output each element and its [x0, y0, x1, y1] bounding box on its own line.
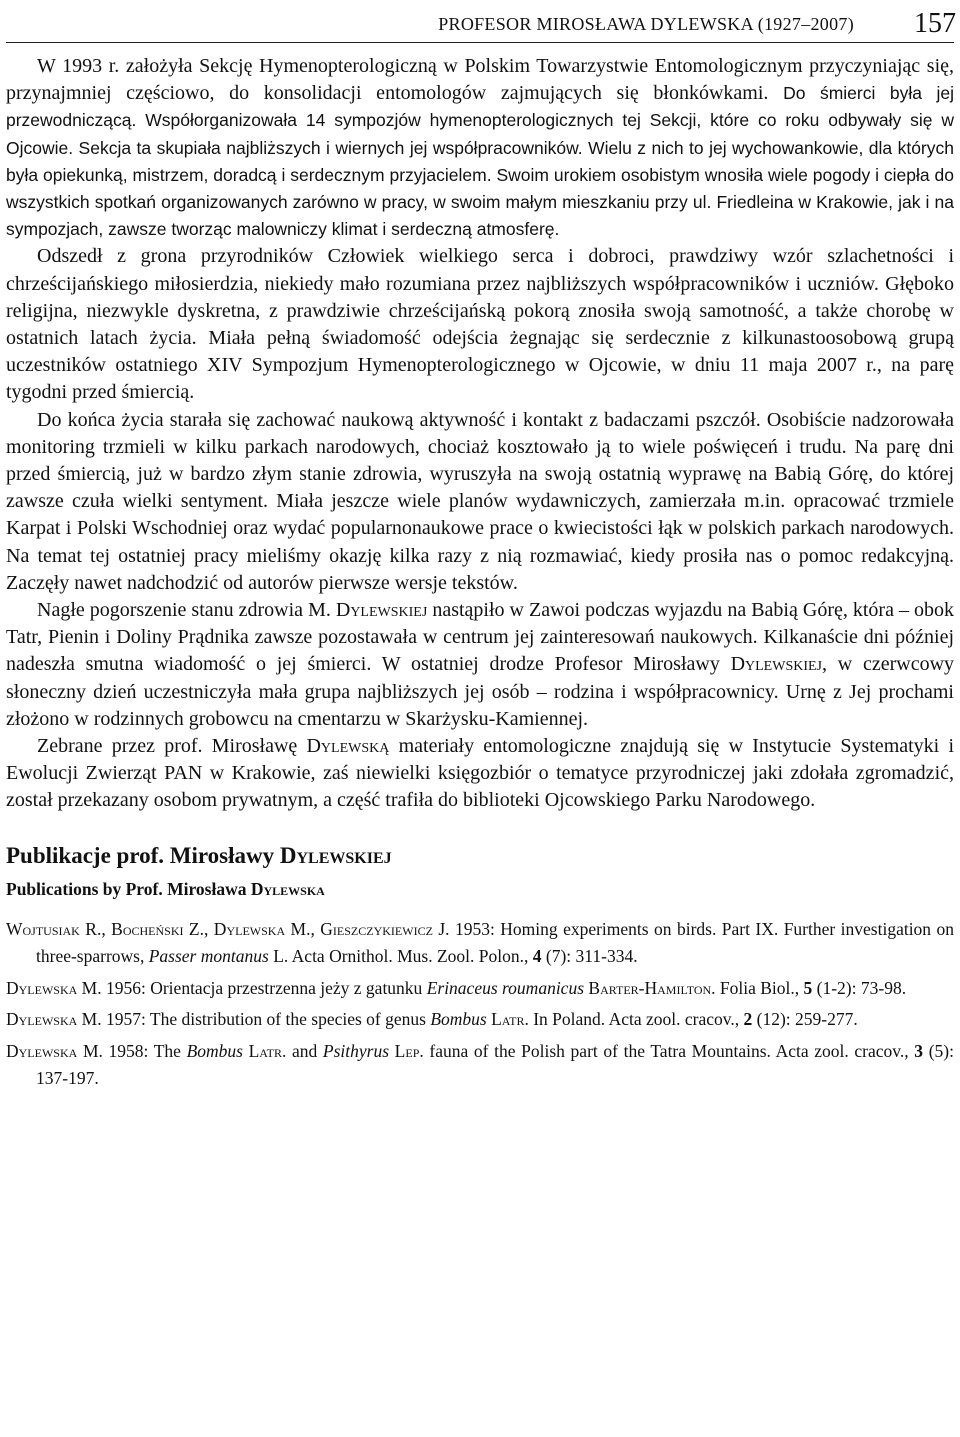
reference-text: 1953: Homing experiments on birds. Part IX. Further investigation on three-sparrows,: [36, 918, 954, 967]
page-number: 157: [914, 8, 956, 39]
reference-text: . and: [281, 1040, 323, 1061]
reference-authors: Dylewska M.: [6, 1040, 103, 1061]
publications-subheading-text: Publications by Prof. Mirosława: [6, 878, 251, 899]
reference-taxon: Erinaceus roumanicus: [426, 977, 585, 998]
surname-smallcaps: Dylewską: [306, 735, 390, 758]
reference-text: 1957: The distribution of the species of genus: [101, 1009, 431, 1030]
reference-taxon-author: Latr: [242, 1040, 282, 1061]
reference-pages: (1-2): 73-98.: [812, 977, 907, 998]
paragraph-1-serif-text: W 1993 r. założyła Sekcję Hymenopterologiczną w Polskim Towarzystwie Entomologicznym przyczyniając się, przynajmniej częściowo, do konsolidacji entomologów zajmujących się błonkówkami.: [6, 55, 954, 105]
reference-item: [6, 1006, 954, 1034]
paragraph-1: [6, 53, 954, 243]
reference-item: [6, 1038, 954, 1093]
reference-authors: Dylewska M.: [6, 977, 102, 998]
paragraph-2: Odszedł z grona przyrodników Człowiek wielkiego serca i dobroci, prawdziwy wzór szlachetności i chrześcijańskiego miłosierdzia, niekiedy mało rozumiana przez najbliższych współpracowników i uczniów. Głęboko religijna, niezwykle dyskretna, z prawdziwie chrześcijańską pokorą znosiła swoją samotność, a także chorobę w ostatnich latach życia. Miała pełną świadomość odejścia żegnając się serdecznie z kilkunastoosobową grupą uczestników ostatniego XIV Sympozjum Hymenopterologicznego w Ojcowie, w dniu 11 maja 2007 r., na parę tygodni przed śmiercią.: [6, 245, 954, 404]
reference-text: 1956: Orientacja przestrzenna jeży z gatunku: [101, 977, 427, 998]
reference-item: [6, 916, 954, 971]
reference-volume: 2: [743, 1009, 753, 1030]
reference-taxon-author: Lep: [389, 1040, 420, 1061]
reference-item: [6, 975, 954, 1003]
reference-taxon: Bombus: [430, 1009, 487, 1030]
reference-taxon: Psithyrus: [322, 1040, 390, 1061]
paragraph-4-text-c: , w czerwcowy słoneczny dzień uczestniczyła mała grupa najbliższych jej osób – rodzina i współpracownicy. Urnę z Jej prochami złożono w rodzinnych grobowcu na cmentarzu w Skarżysku-Kamiennej.: [6, 653, 955, 730]
paragraph-5: [6, 733, 954, 815]
reference-text: L. Acta Ornithol. Mus. Zool. Polon.,: [268, 946, 533, 967]
running-title: PROFESOR MIROSŁAWA DYLEWSKA (1927–2007): [438, 14, 854, 34]
paragraph-4-text-a: Nagłe pogorszenie stanu zdrowia M.: [37, 599, 336, 622]
reference-text: . fauna of the Polish part of the Tatra Mountains. Acta zool. cracov.,: [419, 1040, 915, 1061]
publications-heading-name: Dylewskiej: [279, 842, 392, 868]
publications-heading: [6, 842, 954, 870]
surname-smallcaps: Dylewskiej: [335, 599, 428, 622]
reference-authors: Wojtusiak R., Bocheński Z., Dylewska M., Gieszczykiewicz J.: [6, 918, 450, 939]
paragraph-1-sans-text: Do śmierci była jej przewodniczącą. Współorganizowała 14 sympozjów hymenopterologicznych tej Sekcji, które co roku odbywały się w Ojcowie. Sekcja ta skupiała najbliższych i wiernych jej współpracowników. Wielu z nich to jej wychowankowie, dla których była opiekunką, mistrzem, doradcą i serdecznym przyjacielem. Swoim urokiem osobistym wnosiła wiele pogody i ciepła do wszystkich spotkań organizowanych zarówno w pracy, w swoim małym mieszkaniu przy ul. Friedleina w Krakowie, jak i na sympozjach, zawsze tworząc malowniczy klimat i serdeczną atmosferę.: [6, 83, 955, 240]
reference-pages: (7): 311-334.: [541, 946, 638, 967]
reference-volume: 5: [803, 977, 813, 998]
article-body: [6, 53, 954, 815]
paragraph-4-text-b: nastąpiło w Zawoi podczas wyjazdu na Babią Górę, która – obok Tatr, Pienin i Doliny Prądnika zawsze pozostawała w centrum jej zainteresowań naukowych. Kilkanaście dni później nadeszła smutna wiadomość o jej śmierci. W ostatniej drodze Profesor Mirosławy: [6, 599, 954, 676]
reference-text: 1958: The: [102, 1040, 187, 1061]
reference-taxon-author: Barter-Hamilton: [584, 977, 712, 998]
surname-smallcaps: Dylewskiej: [730, 653, 823, 676]
paragraph-3: Do końca życia starała się zachować naukową aktywność i kontakt z badaczami pszczół. Osobiście nadzorowała monitoring trzmieli w kilku parkach narodowych, chociaż kosztowało ją to wiele poświęceń i trudu. Na parę dni przed śmiercią, już w bardzo złym stanie zdrowia, wyruszyła na swoją ostatnią wyprawę na Babią Górę, do której zawsze czuła wielki sentyment. Miała jeszcze wiele planów wydawniczych, zamierzała m.in. opracować trzmiele Karpat i Polski Wschodniej oraz wydać popularnonaukowe prace o kwiecistości łąk w polskich parkach narodowych. Na temat tej ostatniej pracy mieliśmy okazję kilka razy z nią rozmawiać, kiedy prosiła nas o pomoc redakcyjną. Zaczęły nawet nadchodzić od autorów pierwsze wersje tekstów.: [6, 408, 954, 594]
reference-list: [6, 916, 954, 1093]
reference-authors: Dylewska M.: [6, 1009, 102, 1030]
reference-volume: 3: [914, 1040, 924, 1061]
paragraph-5-text-b: materiały entomologiczne znajdują się w Instytucie Systematyki i Ewolucji Zwierząt PAN w Krakowie, zaś niewielki księgozbiór o tematyce przyrodniczej jaki zdołała zgromadzić, został przekazany osobom prywatnym, a część trafiła do biblioteki Ojcowskiego Parku Narodowego.: [6, 735, 954, 812]
paragraph-5-text-a: Zebrane przez prof. Mirosławę: [37, 735, 307, 758]
reference-text: . In Poland. Acta zool. cracov.,: [524, 1009, 744, 1030]
publications-subheading-name: Dylewska: [250, 878, 325, 899]
publications-subheading: [6, 877, 954, 901]
publications-heading-text: Publikacje prof. Mirosławy: [6, 842, 280, 868]
reference-pages: (5): 137-197.: [36, 1040, 954, 1089]
reference-taxon-author: Latr: [486, 1009, 525, 1030]
paragraph-4: [6, 597, 954, 733]
reference-taxon: Bombus: [186, 1040, 243, 1061]
running-header: [6, 0, 954, 43]
reference-taxon: Passer montanus: [148, 946, 269, 967]
reference-pages: (12): 259-277.: [752, 1009, 858, 1030]
reference-text: . Folia Biol.,: [711, 977, 804, 998]
reference-volume: 4: [532, 946, 542, 967]
